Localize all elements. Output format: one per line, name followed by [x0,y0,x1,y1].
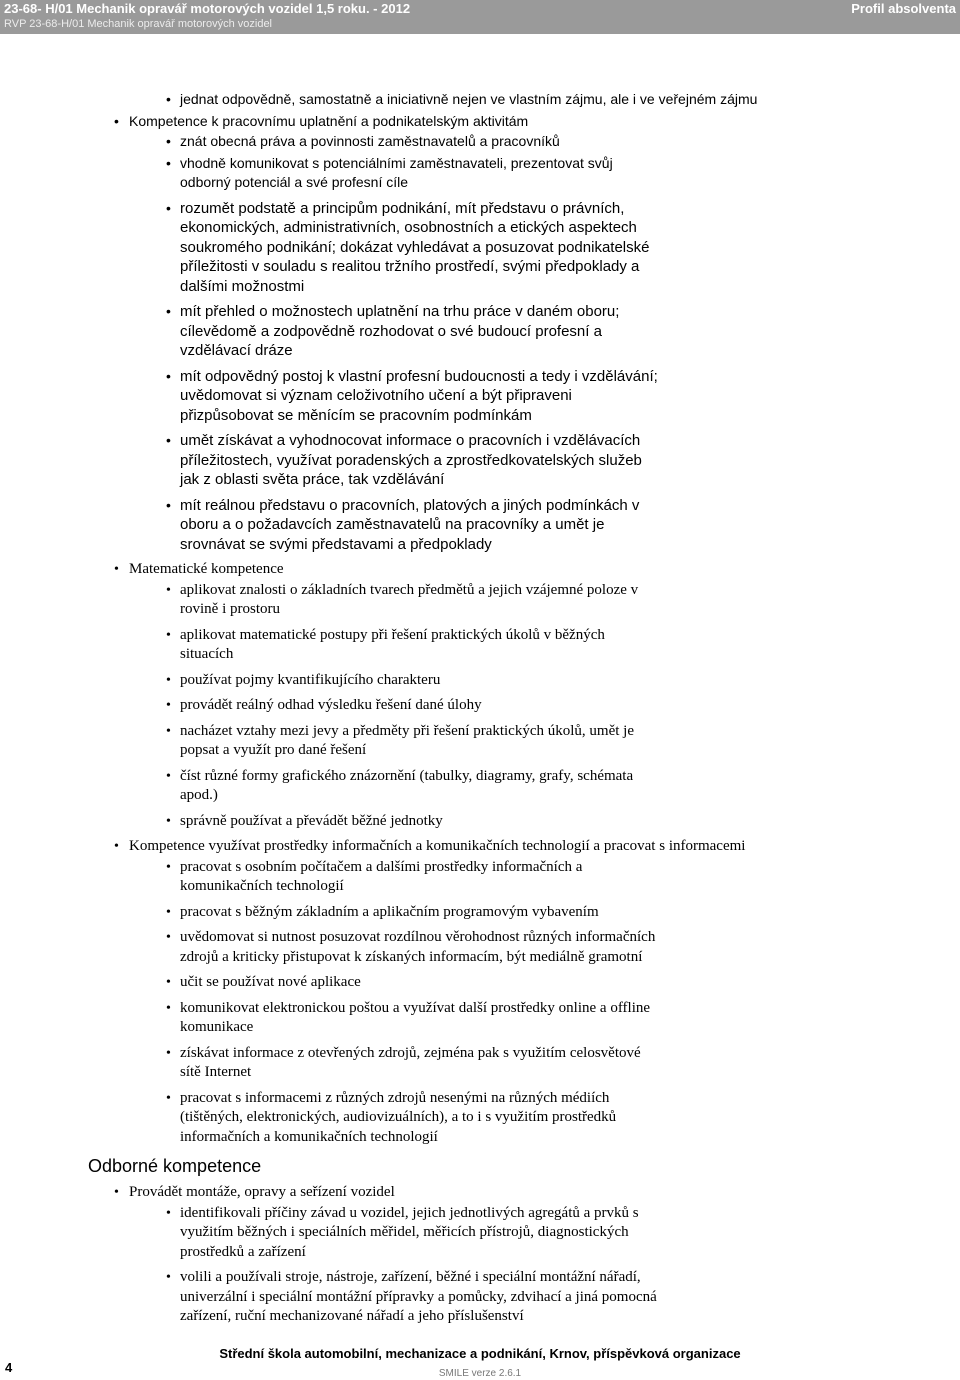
list-item: • identifikovali příčiny závad u vozidel, jejich jednotlivých agregátů a prvků s využitím běžných i speciálních měřidel, měřicích přístrojů, diagnostických prostředků a zařízení [0,1204,660,1263]
list-item: • učit se používat nové aplikace [0,973,660,993]
sub-list [0,1204,810,1327]
sub-list [0,858,810,1148]
list-item: • vhodně komunikovat s potenciálními zaměstnavateli, prezentovat svůj odborný potenciál a své profesní cíle [0,154,660,193]
list-item: • mít přehled o možnostech uplatnění na trhu práce v daném oboru; cílevědomě a zodpovědně rozhodovat o své budoucí profesní a vzdělávací dráze [0,302,660,361]
header-bar [0,0,960,34]
list-item: • rozumět podstatě a principům podnikání, mít představu o právních, ekonomických, administrativních, osobnostních a etických aspektech soukromého podnikání; dokázat vyhledávat a posuzovat podnikatelské příležitosti v souladu s realitou tržního prostředí, svými předpoklady a dalšími možnostmi [0,199,660,297]
competence-label: Provádět montáže, opravy a seřízení vozidel [129,1184,395,1200]
list-item: • pracovat s běžným základním a aplikačním programovým vybavením [0,903,660,923]
page-number: 4 [5,1360,13,1375]
competence-montaze [0,1183,810,1327]
list-item: • získávat informace z otevřených zdrojů, zejména pak s využitím celosvětové sítě Internet [0,1044,660,1083]
document-subtitle: RVP 23-68-H/01 Mechanik opravář motorových vozidel [4,18,273,30]
section-heading: Odborné kompetence [88,1156,262,1176]
list-item: • pracovat s osobním počítačem a dalšími prostředky informačních a komunikačních technologií [0,858,660,897]
competence-label: Kompetence využívat prostředky informačních a komunikačních technologií a pracovat s informacemi [129,838,746,854]
competence-matematicke [0,560,810,831]
footer-organization: Střední škola automobilní, mechanizace a podnikání, Krnov, příspěvková organizace [219,1346,741,1361]
sub-list [0,581,810,832]
competence-label: Kompetence k pracovnímu uplatnění a podnikatelským aktivitám [129,112,529,129]
odborne-list [0,1183,960,1327]
list-item: • aplikovat znalosti o základních tvarech předmětů a jejich vzájemné poloze v rovině i prostoru [0,581,660,620]
list-item: • mít reálnou představu o pracovních, platových a jiných podmínkách v oboru a o požadavcích zaměstnavatelů na pracovníky a umět je srovnávat se svými představami a předpoklady [0,496,660,555]
sub-list [0,132,810,554]
list-item: • číst různé formy grafického znázornění (tabulky, diagramy, grafy, schémata apod.) [0,767,660,806]
list-item: • mít odpovědný postoj k vlastní profesní budoucnosti a tedy i vzdělávání; uvědomovat si význam celoživotního učení a být připraveni přizpůsobovat se měnícím se pracovním podmínkám [0,367,660,426]
competence-podnikatelske [0,112,810,555]
list-item: • komunikovat elektronickou poštou a využívat další prostředky online a offline komunikace [0,999,660,1038]
competence-list [0,112,960,1148]
list-item: • jednat odpovědně, samostatně a iniciativně nejen ve vlastním zájmu, ale i ve veřejném zájmu [0,90,810,110]
document-body [0,90,960,1333]
intro-list [0,90,960,110]
list-item: • uvědomovat si nutnost posuzovat rozdílnou věrohodnost různých informačních zdrojů a kriticky přistupovat k získaných informacím, být mediálně gramotní [0,928,660,967]
list-item: • používat pojmy kvantifikujícího charakteru [0,671,660,691]
competence-label: Matematické kompetence [129,561,284,577]
competence-ikt [0,837,810,1147]
list-item: • provádět reálný odhad výsledku řešení dané úlohy [0,696,660,716]
list-item: • aplikovat matematické postupy při řešení praktických úkolů v běžných situacích [0,626,660,665]
list-item: • volili a používali stroje, nástroje, zařízení, běžné i speciální montážní nářadí, univerzální i speciální montážní přípravky a pomůcky, zdvihací a jiná pomocná zařízení, ruční mechanizované nářadí a jeho příslušenství [0,1268,660,1327]
document-title: 23-68- H/01 Mechanik opravář motorových vozidel 1,5 roku. - 2012 [4,1,411,16]
list-item: • správně používat a převádět běžné jednotky [0,812,660,832]
section-label: Profil absolventa [851,1,956,16]
list-item: • umět získávat a vyhodnocovat informace o pracovních i vzdělávacích příležitostech, využívat poradenských a zprostředkovatelských služeb jak z oblasti světa práce, tak vzdělávání [0,431,660,490]
list-item: • znát obecná práva a povinnosti zaměstnavatelů a pracovníků [0,132,660,152]
footer-version: SMILE verze 2.6.1 [438,1368,522,1379]
list-item: • nacházet vztahy mezi jevy a předměty při řešení praktických úkolů, umět je popsat a využít pro dané řešení [0,722,660,761]
list-item: • pracovat s informacemi z různých zdrojů nesenými na různých médiích (tištěných, elektronických, audiovizuálních), a to i s využitím prostředků informačních a komunikačních technologií [0,1089,660,1148]
